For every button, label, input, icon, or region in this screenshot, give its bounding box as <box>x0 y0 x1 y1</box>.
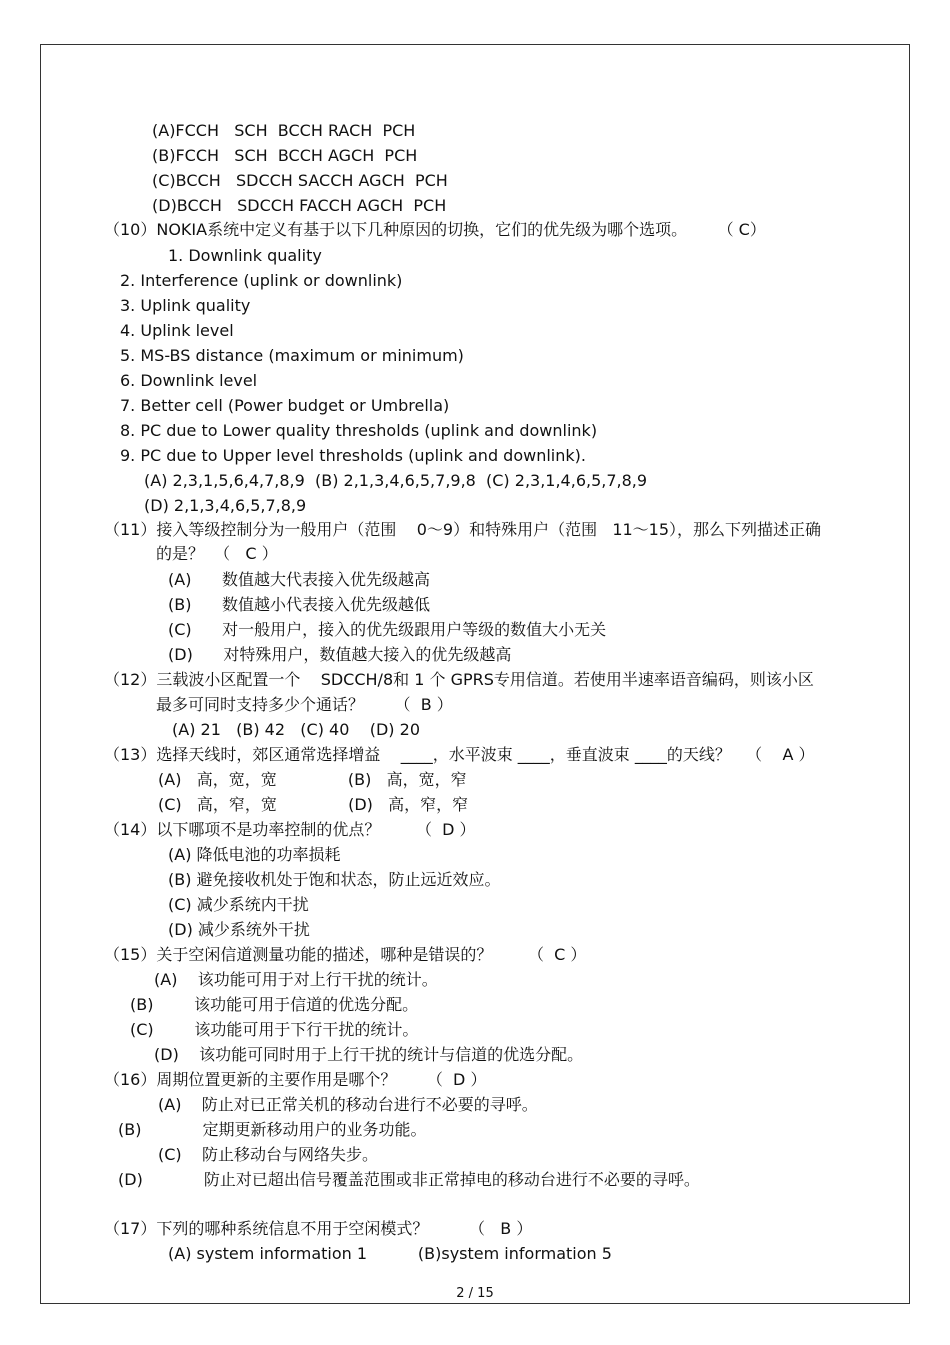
text-line: 5. MS-BS distance (maximum or minimum) <box>120 346 464 365</box>
text-line: (C) 防止移动台与网络失步。 <box>158 1145 379 1164</box>
text-line: (A) 该功能可用于对上行干扰的统计。 <box>154 970 438 989</box>
text-line: (A) 数值越大代表接入优先级越高 <box>168 570 430 589</box>
text-line: (A)FCCH SCH BCCH RACH PCH <box>152 121 416 140</box>
text-line: (A) system information 1 (B)system information 5 <box>168 1244 612 1263</box>
question-10: （10）NOKIA系统中定义有基于以下几种原因的切换，它们的优先级为哪个选项。 （ C） <box>104 220 766 239</box>
text-line: (A) 21 (B) 42 (C) 40 (D) 20 <box>172 720 420 739</box>
text-line: (B) 数值越小代表接入优先级越低 <box>168 595 430 614</box>
question-11: （11）接入等级控制分为一般用户（范围 0～9）和特殊用户（范围 11～15），那么下列描述正确 <box>104 520 822 539</box>
question-16: （16）周期位置更新的主要作用是哪个？ （ D ） <box>104 1070 487 1089</box>
text-line: (D) 2,1,3,4,6,5,7,8,9 <box>144 496 307 515</box>
text-line: (C) 对一般用户，接入的优先级跟用户等级的数值大小无关 <box>168 620 607 639</box>
text-line: (B)FCCH SCH BCCH AGCH PCH <box>152 146 418 165</box>
text-line: (D) 对特殊用户，数值越大接入的优先级越高 <box>168 645 512 664</box>
text-line: (C) 高，窄，宽 (D) 高，窄，窄 <box>158 795 469 814</box>
text-line: (C)BCCH SDCCH SACCH AGCH PCH <box>152 171 448 190</box>
text-line: 9. PC due to Upper level thresholds (uplink and downlink). <box>120 446 586 465</box>
text-line: (C) 减少系统内干扰 <box>168 895 309 914</box>
text-line: (D) 该功能可同时用于上行干扰的统计与信道的优选分配。 <box>154 1045 584 1064</box>
text-line: 2. Interference (uplink or downlink) <box>120 271 403 290</box>
text-line: 3. Uplink quality <box>120 296 251 315</box>
text-line: (A) 2,3,1,5,6,4,7,8,9 (B) 2,1,3,4,6,5,7,9,8 (C) 2,3,1,4,6,5,7,8,9 <box>144 471 648 490</box>
text-line: 1. Downlink quality <box>168 246 322 265</box>
text-line: (D) 防止对已超出信号覆盖范围或非正常掉电的移动台进行不必要的寻呼。 <box>118 1170 700 1189</box>
text-line: 8. PC due to Lower quality thresholds (uplink and downlink) <box>120 421 598 440</box>
text-line: (B) 定期更新移动用户的业务功能。 <box>118 1120 427 1139</box>
question-13: （13）选择天线时，郊区通常选择增益 ____，水平波束 ____，垂直波束 ____的天线？ （ A ） <box>104 745 815 764</box>
text-line: 最多可同时支持多少个通话？ （ B ） <box>156 695 453 714</box>
text-line: 的是？ （ C ） <box>156 544 278 563</box>
text-line: (D) 减少系统外干扰 <box>168 920 310 939</box>
question-17: （17）下列的哪种系统信息不用于空闲模式？ （ B ） <box>104 1219 533 1238</box>
text-line: 7. Better cell (Power budget or Umbrella) <box>120 396 450 415</box>
page-number: 2 / 15 <box>456 1286 494 1301</box>
text-line: (B) 避免接收机处于饱和状态，防止远近效应。 <box>168 870 501 889</box>
question-14: （14）以下哪项不是功率控制的优点？ （ D ） <box>104 820 476 839</box>
text-line: 6. Downlink level <box>120 371 258 390</box>
text-line: (A) 高，宽，宽 (B) 高，宽，窄 <box>158 770 467 789</box>
text-line: (D)BCCH SDCCH FACCH AGCH PCH <box>152 196 447 215</box>
text-line: (C) 该功能可用于下行干扰的统计。 <box>130 1020 419 1039</box>
text-line: (A) 降低电池的功率损耗 <box>168 845 341 864</box>
text-line: (A) 防止对已正常关机的移动台进行不必要的寻呼。 <box>158 1095 538 1114</box>
text-line: (B) 该功能可用于信道的优选分配。 <box>130 995 419 1014</box>
question-12: （12）三载波小区配置一个 SDCCH/8和 1 个 GPRS专用信道。若使用半速率语音编码，则该小区 <box>104 670 814 689</box>
text-line: 4. Uplink level <box>120 321 234 340</box>
question-15: （15）关于空闲信道测量功能的描述，哪种是错误的？ （ C ） <box>104 945 587 964</box>
